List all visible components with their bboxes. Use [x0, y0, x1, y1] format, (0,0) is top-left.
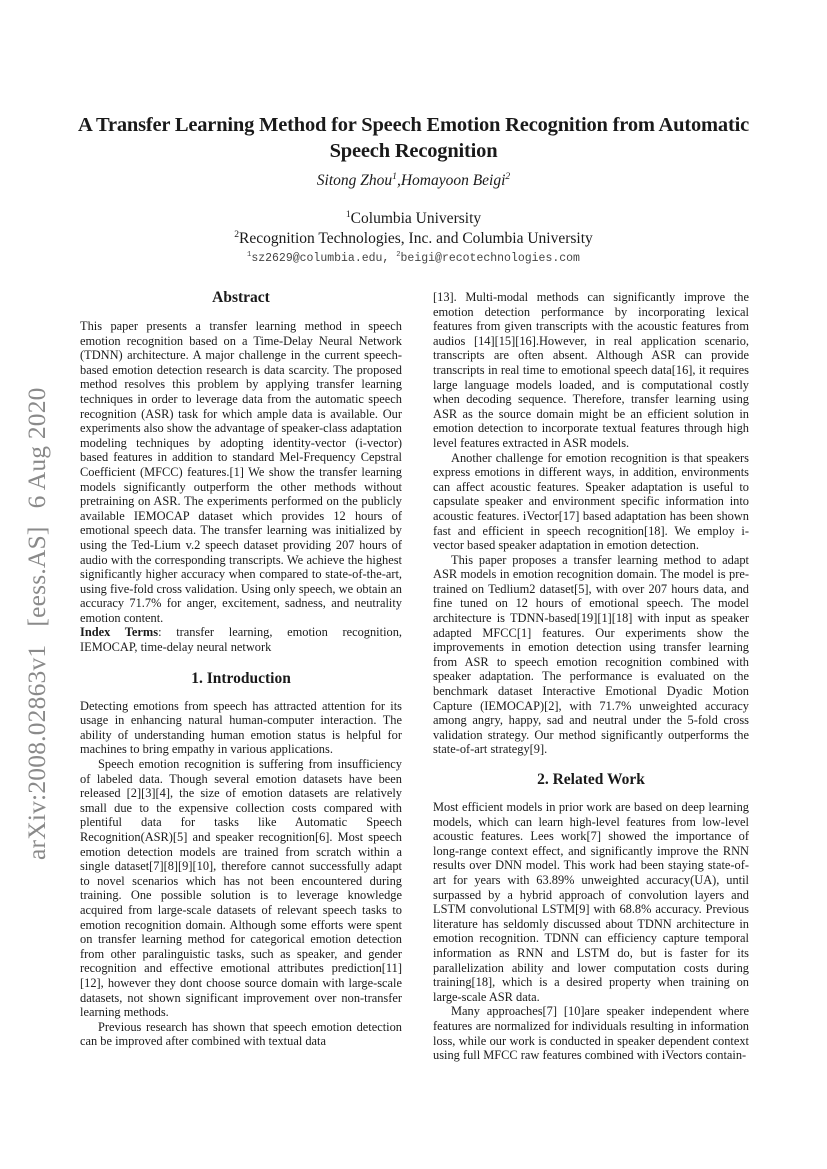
abstract-heading: Abstract: [212, 289, 270, 306]
body-paragraph: Detecting emotions from speech has attracted attention for its usage in enhancing natural human-computer interaction. The ability of understanding human emotion status is helpful for machines to bring empathy in various applications.: [80, 698, 402, 757]
author-separator: ,: [396, 172, 401, 189]
author-name: Sitong Zhou: [316, 172, 393, 189]
section-heading-related-work: 2. Related Work: [537, 771, 645, 788]
arxiv-id: arXiv:2008.02863v1: [22, 644, 51, 860]
arxiv-stamp: [22, 369, 52, 860]
author-list: [0, 172, 827, 190]
paper-title: A Transfer Learning Method for Speech Emotion Recognition from Automatic Speech Recognition: [78, 114, 749, 162]
affiliation: [0, 210, 827, 228]
index-terms-label: Index Terms: [80, 625, 159, 640]
body-paragraph: Most efficient models in prior work are based on deep learning models, which can learn high-level features from low-level acoustic features. Lees work[7] showed the importance of long-range context effect, and significantly improve the RNN results over DNN model. This work had been staying state-of-art for years with 63.89% unweighted accuracy(UA), until surpassed by a hybrid approach of convolution layers and LSTM convolutional LSTM[9] with 68.8% accuracy. Previous literature has seldomly discussed about TDNN architecture in emotion recognition. TDNN can efficiency capture temporal information as RNN and LSTM do, but is faster for its parallelization ability and lower computation costs during training[18], which is a desired property when training on large-scale ASR data.: [433, 800, 749, 1004]
author-emails: [0, 252, 827, 265]
email-link[interactable]: sz2629@columbia.edu,: [251, 252, 390, 265]
arxiv-date: 6 Aug 2020: [22, 387, 51, 509]
affiliation-mark: 2: [234, 228, 239, 240]
author-name: Homayoon Beigi: [400, 172, 506, 189]
body-paragraph: [13]. Multi-modal methods can significantly improve the emotion detection performance by incorporating lexical features from given transcripts with the acoustic features from audios [14][15][16].However, in real application scenario, transcripts are often absent. Although ASR can provide transcripts in real time to emotional speech data[16], it requires large language models loaded, and is computational costly when decoding sequence. Therefore, transfer learning using ASR as the source domain might be an efficient solution in emotion detection to incorporate textual features through high level features extracted in ASR models.: [433, 290, 749, 450]
affiliation-text: Columbia University: [350, 210, 482, 227]
affiliation: [0, 230, 827, 248]
author-affiliation-mark: 1: [392, 170, 397, 182]
email-link[interactable]: beigi@recotechnologies.com: [400, 252, 580, 265]
section-heading-introduction: 1. Introduction: [191, 669, 291, 687]
index-terms: [80, 625, 402, 654]
arxiv-category: [eess.AS]: [22, 526, 51, 627]
affiliation-text: Recognition Technologies, Inc. and Columbia University: [239, 230, 593, 247]
email-mark: 2: [396, 251, 401, 260]
author-affiliation-mark: 2: [505, 170, 511, 182]
body-paragraph: Another challenge for emotion recognition is that speakers express emotions in different ways, in addition, environments can affect acoustic features. Speaker adaptation is useful to capsulate speaker and environment specific information into acoustic features. iVector[17] based adaptation has been shown fast and efficient in speech recognition[18]. We employ i-vector based speaker adaptation in emotion detection.: [433, 450, 749, 553]
abstract-text: This paper presents a transfer learning method in speech emotion recognition based on a Time-Delay Neural Network (TDNN) architecture. A major challenge in the current speech-based emotion detection research is data scarcity. The proposed method resolves this problem by applying transfer learning techniques in order to leverage data from the automatic speech recognition (ASR) task for which ample data is available. Our experiments also show the advantage of speaker-class adaptation modeling techniques by adopting identity-vector (i-vector) based features in addition to standard Mel-Frequency Cepstral Coefficient (MFCC) features.[1] We show the transfer learning models significantly outperform the other methods without pretraining on ASR. The experiments performed on the publicly available IEMOCAP dataset which provides 12 hours of emotional speech data. The transfer learning was initialized by using the Ted-Lium v.2 speech dataset providing 207 hours of audio with the corresponding transcripts. We achieve the highest significantly higher accuracy when compared to state-of-the-art, using five-fold cross validation. Using only speech, we obtain an accuracy 71.7% for anger, excitement, sadness, and neutrality emotion content.: [80, 319, 402, 625]
body-paragraph: This paper proposes a transfer learning method to adapt ASR models in emotion recognition domain. The model is pre-trained on Tedlium2 dataset[5], with over 207 hours data, and fine tuned on 12 hours of emotional speech. The model architecture is TDNN-based[19][1][18] with input as speaker adapted MFCC[1] features. Our experiments show the improvements in emotion detection using transfer learning from ASR to speech emotion recognition combined with speaker adaptation. The performance is evaluated on the benchmark dataset Interactive Emotional Dyadic Motion Capture (IEMOCAP)[2], with 71.7% unweighted accuracy among angry, happy, sad and neutral under the 5-fold cross validation strategy. Our method significantly outperforms the state-of-art strategy[9].: [433, 552, 749, 757]
left-column: [80, 288, 402, 1049]
body-paragraph: Many approaches[7] [10]are speaker independent where features are normalized for individuals resulting in information loss, while our work is conducted in speaker dependent context using full MFCC raw features combined with iVectors contain-: [433, 1004, 749, 1063]
right-column: [433, 290, 749, 1063]
affiliation-mark: 1: [345, 208, 351, 220]
email-mark: 1: [247, 251, 252, 260]
body-paragraph: Speech emotion recognition is suffering from insufficiency of labeled data. Though several emotion datasets have been released [2][3][4], the size of emotion datasets are relatively small due to the expensive collection costs compared with plentiful data for tasks like Automatic Speech Recognition(ASR)[5] and speaker recognition[6]. Most speech emotion detection models are trained from scratch within a single dataset[7][8][9][10], therefore cannot successfully adapt to novel scenarios which has not been encountered during training. One possible solution is to leverage knowledge acquired from large-scale datasets of relevant speech tasks to emotion recognition domain. Although some efforts were spent on transfer learning method for categorical emotion detection from other paralinguistic tasks, such as speaker, and gender recognition and effective emotional attributes prediction[11][12], however they dont choose source domain with large-scale datasets, not shown significant improvement over non-transfer learning methods.: [80, 757, 402, 1020]
body-paragraph: Previous research has shown that speech emotion detection can be improved after combined with textual data: [80, 1019, 402, 1049]
index-terms-text: : transfer learning, emotion recognition, IEMOCAP, time-delay neural network: [80, 625, 402, 655]
